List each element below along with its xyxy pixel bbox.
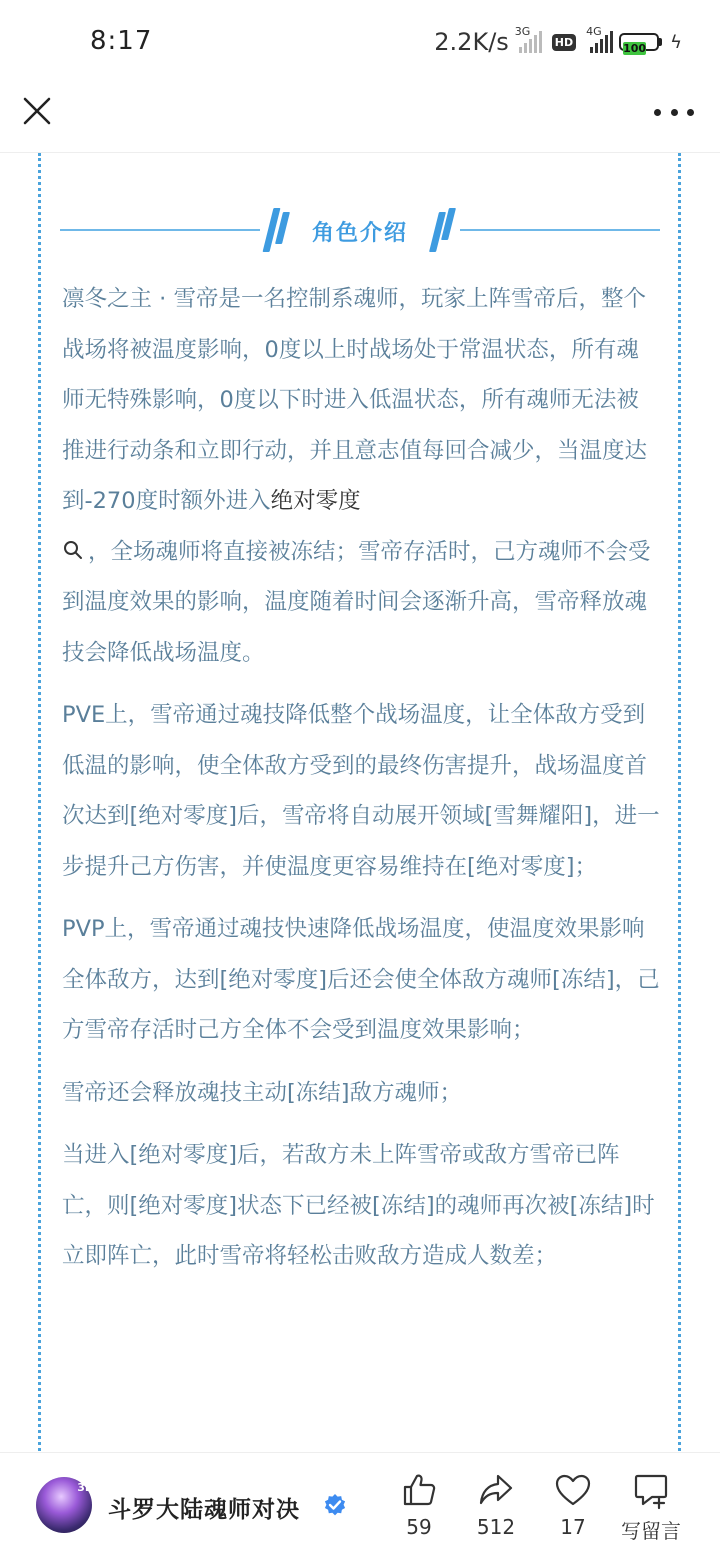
share-icon [477,1471,515,1509]
avatar[interactable] [36,1477,92,1533]
status-time: 8:17 [90,26,153,56]
paragraph-pve: PVE上，雪帝通过魂技降低整个战场温度，让全体敌方受到低温的影响，使全体敌方受到的最终伤害提升，战场温度首次达到[绝对零度]后，雪帝将自动展开领域[雪舞耀阳]，进一步提升己方伤害，并使温度更容易维持在[绝对零度]； [62,702,660,880]
like-button[interactable] [379,1471,459,1539]
thumbs-up-icon [400,1471,438,1509]
sim1-type-label: 3G [514,25,531,38]
avatar-badge: 3D [77,1481,94,1494]
search-keyword-link[interactable]: 绝对零度 [270,488,361,514]
section-title: 角色介绍 [311,221,408,246]
paragraph-intro-text-2: ，全场魂师将直接被冻结；雪帝存活时，己方魂师不会受到温度效果的影响，温度随着时间会逐渐升高，雪帝释放魂技会降低战场温度。 [62,538,651,666]
paragraph-intro [62,274,660,678]
article-body [62,274,660,1294]
paragraph-absolute-zero: 当进入[绝对零度]后，若敌方未上阵雪帝或敌方雪帝已阵亡，则[绝对零度]状态下已经被[冻结]的魂师再次被[冻结]时立即阵亡，此时雪帝将轻松击败敌方造成人数差； [62,1142,655,1269]
share-count: 512 [476,1515,516,1539]
charging-icon: ϟ [670,31,682,53]
more-icon [654,109,661,116]
search-icon[interactable] [62,529,84,551]
paragraph-pvp: PVP上，雪帝通过魂技快速降低战场温度，使温度效果影响全体敌方，达到[绝对零度]后还会使全体敌方魂师[冻结]，己方雪帝存活时己方全体不会受到温度效果影响； [62,916,660,1043]
battery-icon [619,33,662,55]
verified-badge-icon [323,1493,347,1517]
more-options-button[interactable] [654,104,694,120]
heart-icon [554,1471,592,1509]
title-divider-left [60,229,260,231]
share-button[interactable] [456,1471,536,1539]
favorite-button[interactable] [533,1471,613,1539]
comment-label: 写留言 [621,1519,681,1543]
sim2-type-label: 4G [586,25,602,38]
section-header [60,202,660,258]
sim2-signal-icon [586,25,613,53]
favorite-count: 17 [560,1515,586,1539]
status-bar [0,0,720,80]
sim1-signal-icon [514,25,542,53]
like-count: 59 [406,1515,432,1539]
paragraph-intro-text: 凛冬之主 · 雪帝是一名控制系魂师，玩家上阵雪帝后，整个战场将被温度影响，0度以上时战场处于常温状态，所有魂师无特殊影响，0度以下时进入低温状态，所有魂师无法被推进行动条和立即行动，并且意志值每回合减少，当温度达到-270度时额外进入 [62,286,648,514]
bottom-action-bar [0,1452,720,1561]
top-nav [0,80,720,153]
status-indicators [434,25,682,56]
close-button[interactable] [20,94,54,128]
battery-level: 100 [623,42,647,55]
title-divider-right [460,229,660,231]
add-comment-icon [632,1471,670,1509]
close-icon [20,94,54,128]
hd-voice-icon: HD [552,34,576,51]
paragraph-freeze: 雪帝还会释放魂技主动[冻结]敌方魂师； [62,1079,463,1106]
account-name[interactable]: 斗罗大陆魂师对决 [108,1497,300,1523]
comment-button[interactable] [611,1471,691,1544]
network-speed: 2.2K/s [434,28,509,56]
